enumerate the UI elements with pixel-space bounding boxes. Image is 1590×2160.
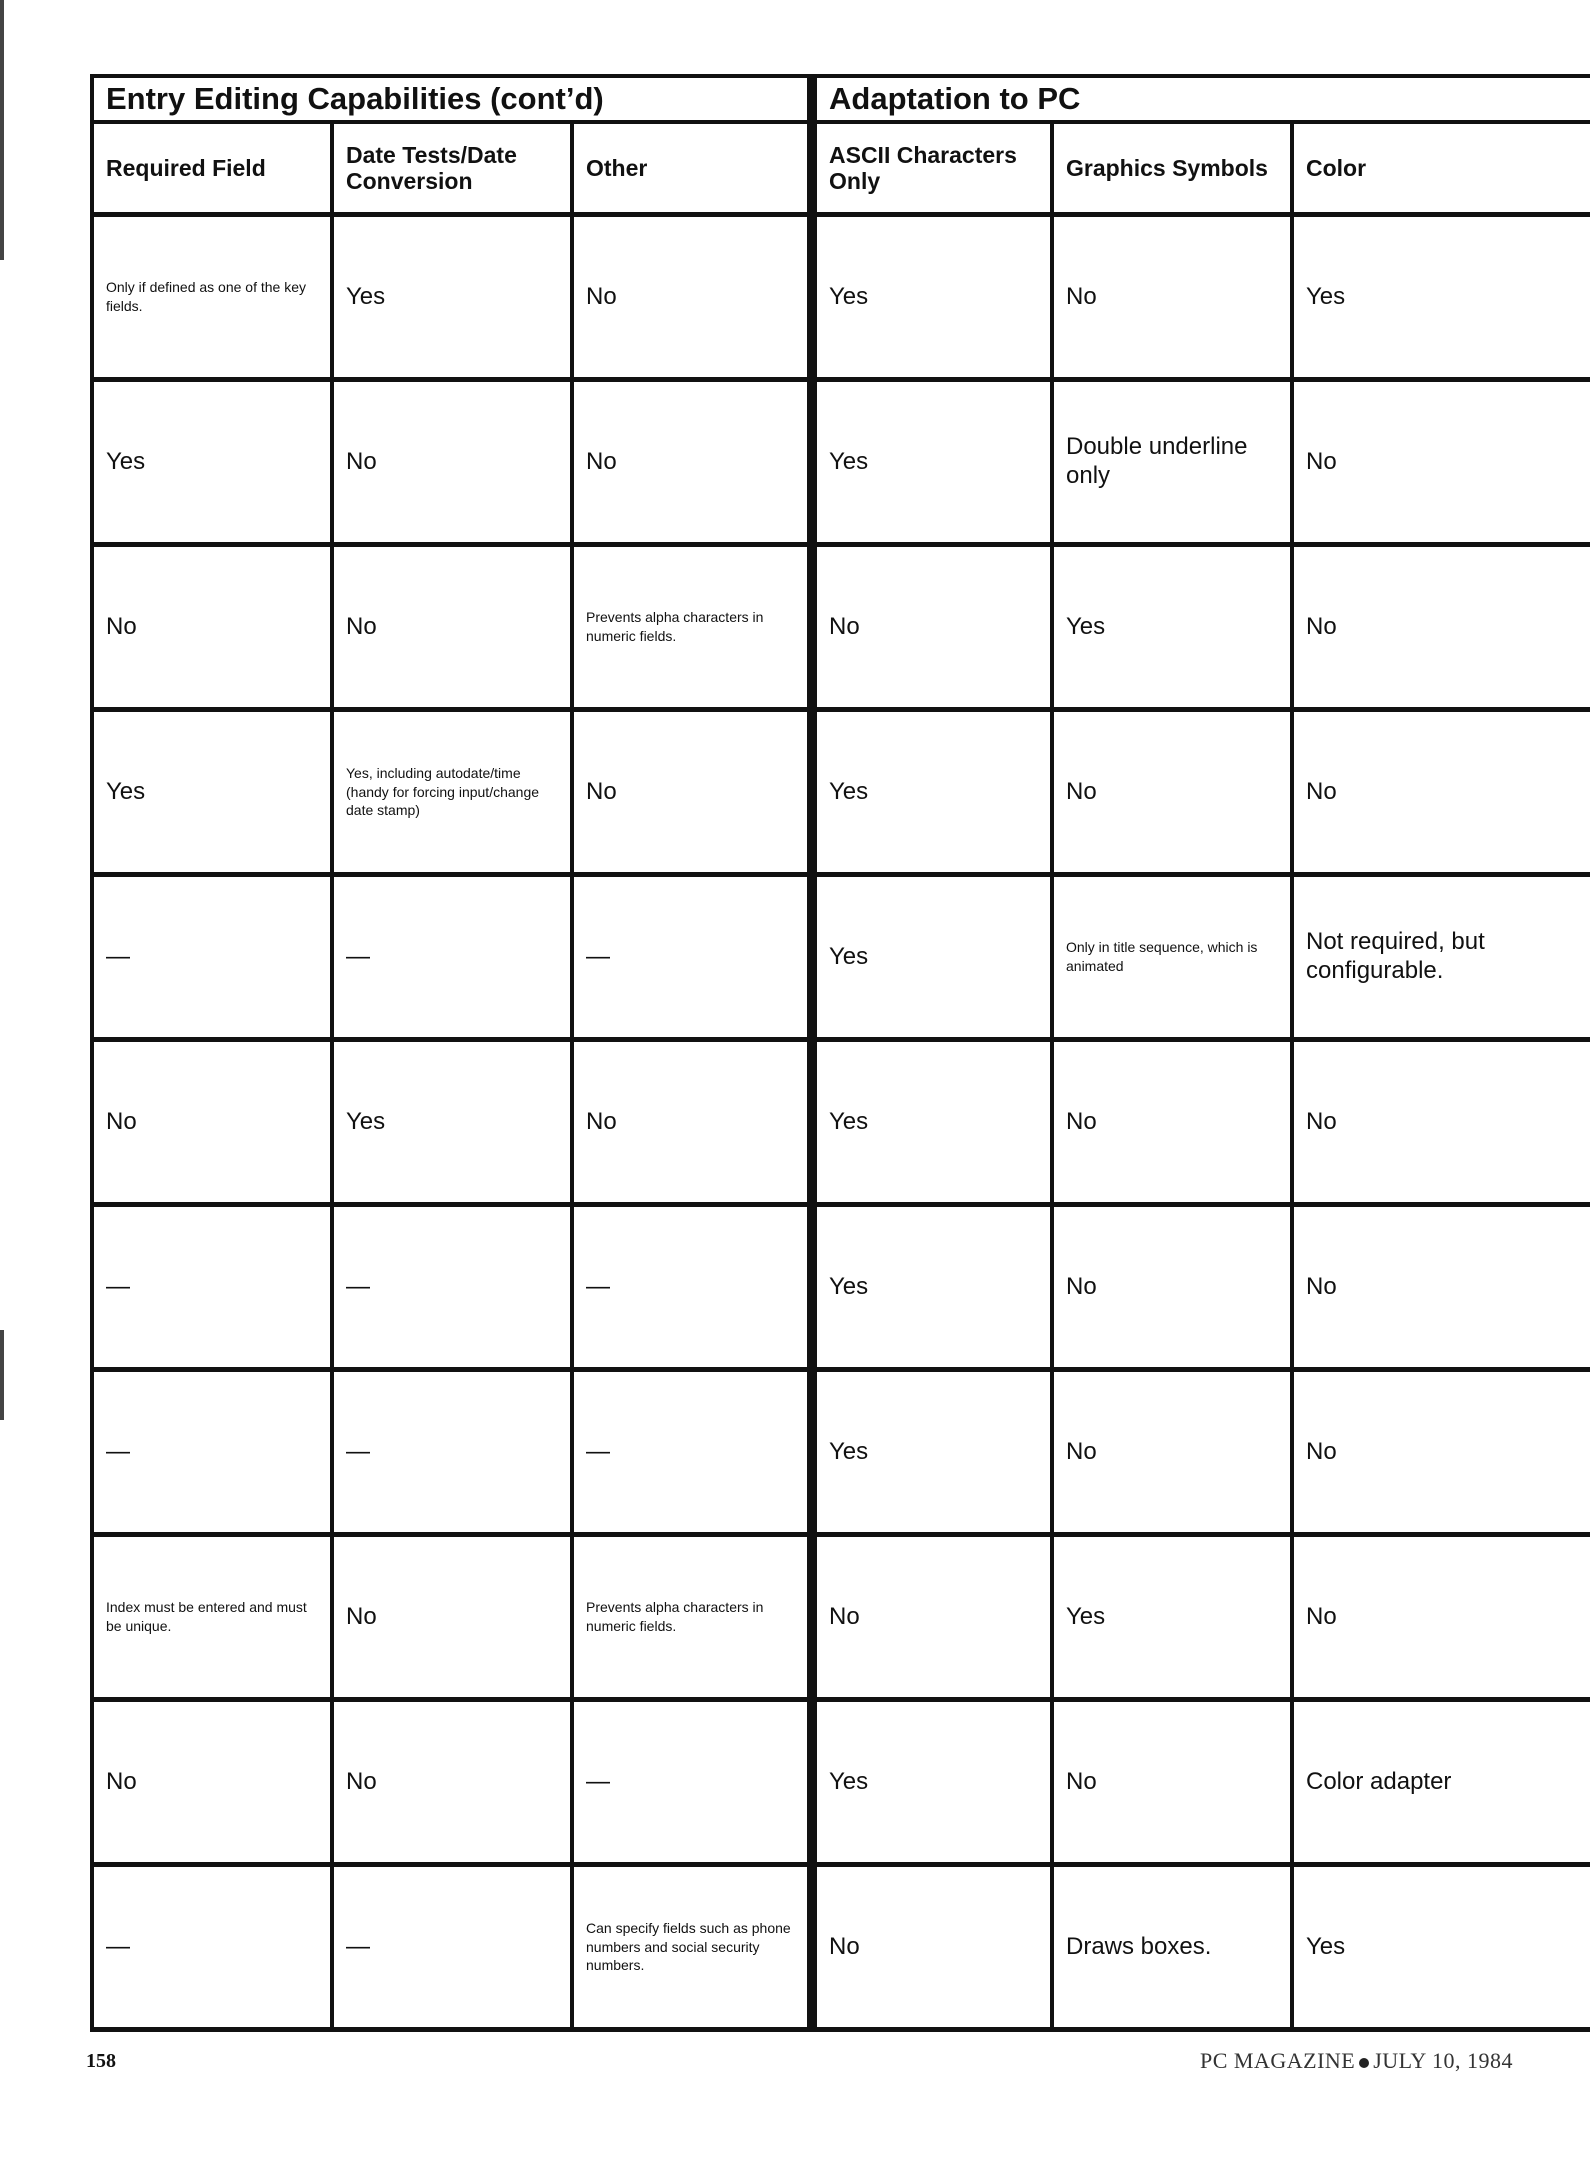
cell-date-tests: No <box>332 1700 572 1865</box>
cell-other: No <box>572 1040 812 1205</box>
cell-date-tests: — <box>332 1205 572 1370</box>
cell-ascii: Yes <box>812 875 1052 1040</box>
column-header-graphics: Graphics Symbols <box>1052 122 1292 215</box>
group-header-entry-editing: Entry Editing Capabilities (cont’d) <box>92 76 812 122</box>
cell-color: No <box>1292 1205 1590 1370</box>
table-row <box>92 710 1590 875</box>
cell-other: — <box>572 1205 812 1370</box>
cell-other: Prevents alpha characters in numeric fields. <box>572 1535 812 1700</box>
cell-other: Prevents alpha characters in numeric fields. <box>572 545 812 710</box>
table-row <box>92 215 1590 380</box>
cell-ascii: No <box>812 1865 1052 2030</box>
cell-other: — <box>572 1370 812 1535</box>
cell-date-tests: — <box>332 1865 572 2030</box>
cell-date-tests: No <box>332 380 572 545</box>
cell-date-tests: No <box>332 1535 572 1700</box>
cell-graphics: Only in title sequence, which is animated <box>1052 875 1292 1040</box>
cell-color: No <box>1292 545 1590 710</box>
column-header-required-field: Required Field <box>92 122 332 215</box>
column-header-date-tests: Date Tests/Date Conversion <box>332 122 572 215</box>
cell-required-field: Yes <box>92 380 332 545</box>
table-row <box>92 875 1590 1040</box>
cell-other: Can specify fields such as phone numbers and social security numbers. <box>572 1865 812 2030</box>
cell-graphics: No <box>1052 215 1292 380</box>
column-header-color: Color <box>1292 122 1590 215</box>
cell-graphics: No <box>1052 1370 1292 1535</box>
cell-color: Yes <box>1292 1865 1590 2030</box>
cell-graphics: Yes <box>1052 1535 1292 1700</box>
cell-date-tests: Yes, including autodate/time (handy for forcing input/change date stamp) <box>332 710 572 875</box>
cell-ascii: Yes <box>812 710 1052 875</box>
table-row <box>92 1700 1590 1865</box>
cell-other: No <box>572 380 812 545</box>
cell-graphics: No <box>1052 1205 1292 1370</box>
comparison-table <box>90 74 1590 2032</box>
group-header-adaptation: Adaptation to PC <box>812 76 1590 122</box>
page-number: 158 <box>86 2050 116 2072</box>
cell-color: No <box>1292 710 1590 875</box>
cell-graphics: No <box>1052 1700 1292 1865</box>
cell-required-field: Yes <box>92 710 332 875</box>
cell-ascii: Yes <box>812 215 1052 380</box>
cell-ascii: Yes <box>812 1205 1052 1370</box>
magazine-name: PC MAGAZINE <box>1200 2048 1356 2073</box>
cell-ascii: Yes <box>812 1040 1052 1205</box>
table-row <box>92 1370 1590 1535</box>
cell-date-tests: Yes <box>332 1040 572 1205</box>
cell-color: No <box>1292 1535 1590 1700</box>
cell-required-field: — <box>92 1370 332 1535</box>
cell-required-field: No <box>92 1700 332 1865</box>
table-row <box>92 380 1590 545</box>
cell-required-field: Index must be entered and must be unique. <box>92 1535 332 1700</box>
cell-required-field: — <box>92 1205 332 1370</box>
cell-required-field: No <box>92 545 332 710</box>
cell-color: Color adapter <box>1292 1700 1590 1865</box>
cell-color: No <box>1292 1040 1590 1205</box>
table-row <box>92 1205 1590 1370</box>
cell-ascii: No <box>812 545 1052 710</box>
issue-date: JULY 10, 1984 <box>1373 2048 1513 2073</box>
cell-color: Yes <box>1292 215 1590 380</box>
running-footer <box>1200 2048 1513 2074</box>
cell-ascii: Yes <box>812 1370 1052 1535</box>
table-row <box>92 1865 1590 2030</box>
cell-other: No <box>572 215 812 380</box>
cell-other: No <box>572 710 812 875</box>
table-row <box>92 1040 1590 1205</box>
page-edge-mark <box>0 0 4 260</box>
cell-other: — <box>572 1700 812 1865</box>
cell-color: No <box>1292 1370 1590 1535</box>
cell-required-field: No <box>92 1040 332 1205</box>
table-row <box>92 545 1590 710</box>
cell-required-field: — <box>92 1865 332 2030</box>
cell-color: Not required, but configurable. <box>1292 875 1590 1040</box>
cell-date-tests: No <box>332 545 572 710</box>
cell-graphics: Draws boxes. <box>1052 1865 1292 2030</box>
page-edge-mark <box>0 1330 4 1420</box>
cell-other: — <box>572 875 812 1040</box>
cell-graphics: Yes <box>1052 545 1292 710</box>
cell-date-tests: Yes <box>332 215 572 380</box>
column-header-other: Other <box>572 122 812 215</box>
cell-required-field: — <box>92 875 332 1040</box>
cell-graphics: Double underline only <box>1052 380 1292 545</box>
cell-required-field: Only if defined as one of the key fields. <box>92 215 332 380</box>
cell-ascii: No <box>812 1535 1052 1700</box>
cell-color: No <box>1292 380 1590 545</box>
cell-ascii: Yes <box>812 380 1052 545</box>
bullet-icon <box>1359 2058 1369 2068</box>
column-header-ascii: ASCII Characters Only <box>812 122 1052 215</box>
table-row <box>92 1535 1590 1700</box>
cell-ascii: Yes <box>812 1700 1052 1865</box>
cell-graphics: No <box>1052 710 1292 875</box>
cell-date-tests: — <box>332 1370 572 1535</box>
cell-date-tests: — <box>332 875 572 1040</box>
cell-graphics: No <box>1052 1040 1292 1205</box>
